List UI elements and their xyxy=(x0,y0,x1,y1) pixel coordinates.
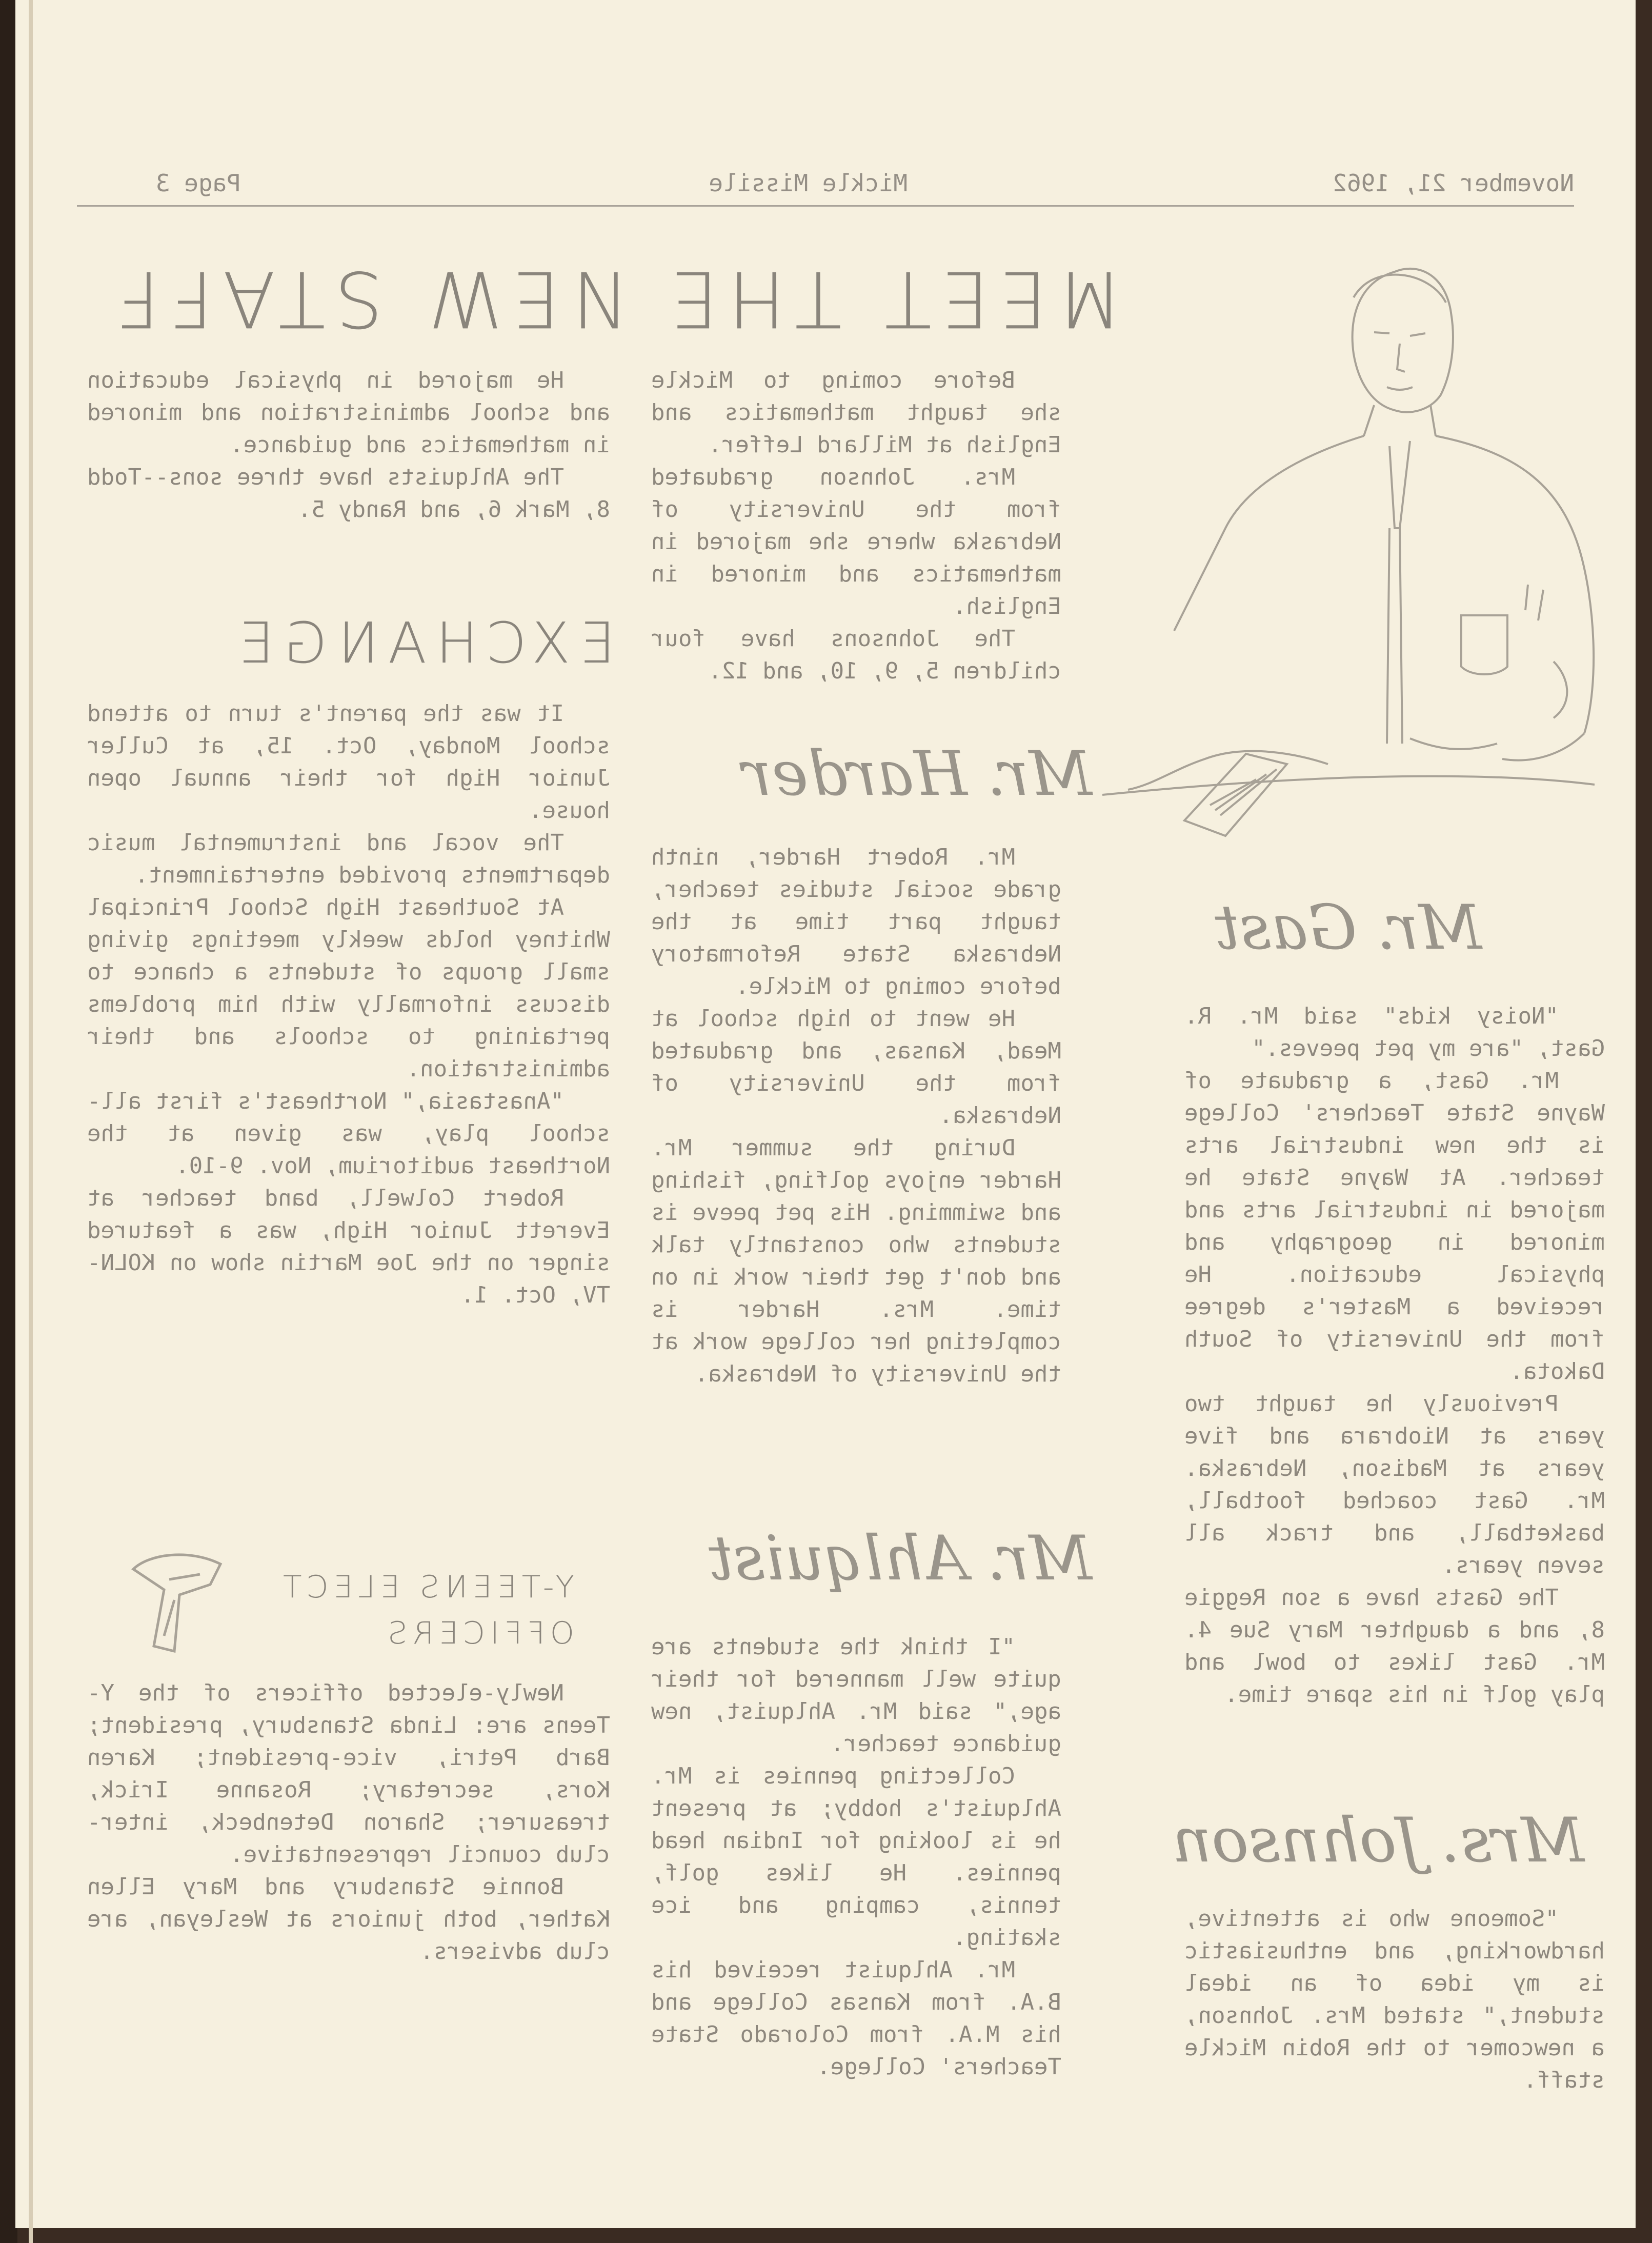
gast-paragraph: Mr. Gast, a graduate of Wayne State Teachers' College is the new industrial arts teacher. At Wayne State he majored in industrial arts and minored in geography and physical education. He received a Master's degree from the University of South Dakota. xyxy=(1184,1068,1605,1385)
harder-paragraph: During the summer Mr. Harder enjoys golfing, fishing and swimming. His pet peeve is students who constantly talk and don't get their work in on time. Mrs. Harder is completing her college work at the University of Nebraska. xyxy=(651,1135,1061,1387)
gast-paragraph: "Noisy kids" said Mr. R. Gast, "are my pet peeves." xyxy=(1184,1003,1605,1062)
ahlquist-article xyxy=(651,1631,1061,2083)
header-page-number: Page 3 xyxy=(155,169,241,197)
binder-edge xyxy=(0,0,17,2243)
header-date: November 21, 1962 xyxy=(1333,169,1574,197)
johnson-paragraph: "Someone who is attentive, hardworking, and enthusiastic is my idea of an ideal student," stated Mrs. Johnson, a newcomer to the Robin Mickle staff. xyxy=(1184,1906,1605,2093)
gast-article xyxy=(1184,1000,1605,1711)
mirrored-content xyxy=(15,0,1636,2228)
yteens-emblem-icon xyxy=(118,1544,251,1661)
harder-title: Mr. Harder xyxy=(742,738,1092,810)
page-header xyxy=(77,169,1574,207)
johnson-paragraph: Before coming to Mickle she taught mathematics and English at Millard Leffer. xyxy=(651,367,1061,458)
exchange-paragraph: "Anastasia," Northeast's first all-school play, was given at the Northeast auditorium, Nov. 9-10. xyxy=(87,1088,610,1179)
teacher-sketch xyxy=(1051,241,1615,887)
ahlquist-title: Mr. Ahlquist xyxy=(709,1523,1092,1594)
yteens-paragraph: Bonnie Stansbury and Mary Ellen Kather, both juniors at Wesleyan, are club advisers. xyxy=(87,1874,610,1965)
johnson-title: Mrs. Johnson xyxy=(1172,1805,1584,1876)
exchange-paragraph: At Southeast High School Principal Whitney holds weekly meetings giving small groups of students a chance to discuss informally with him problems pertaining to schools and their administration. xyxy=(87,894,610,1082)
exchange-paragraph: It was the parent's turn to attend school Monday, Oct. 15, at Culler Junior High for their annual open house. xyxy=(87,700,610,824)
ahlquist-paragraph: He majored in physical education and school administration and minored in mathematics and guidance. xyxy=(87,367,610,458)
harder-paragraph: Mr. Robert Harder, ninth grade social studies teacher, taught part time at the Nebraska State Reformatory before coming to Mickle. xyxy=(651,844,1061,999)
yteens-article xyxy=(87,1677,610,1968)
exchange-paragraph: Robert Colwell, band teacher at Everett Junior High, was a featured singer on the Joe Martin show on KOLN-TV, Oct. 1. xyxy=(87,1185,610,1308)
johnson-article-start xyxy=(1184,1902,1605,2096)
gast-title: Mr. Gast xyxy=(1215,892,1482,964)
exchange-title: EXCHANGE xyxy=(229,610,615,676)
ahlquist-paragraph: Collecting pennies is Mr. Ahlquist's hobby; at present he is looking for Indian head pennies. He likes golf, tennis, camping and ice skating. xyxy=(651,1763,1061,1951)
johnson-article-continued xyxy=(651,364,1061,687)
harder-paragraph: He went to high school at Mead, Kansas, and graduated from the University of Nebraska. xyxy=(651,1006,1061,1129)
johnson-paragraph: The Johnsons have four children 5, 9, 10, and 12. xyxy=(651,626,1061,684)
ahlquist-paragraph: The Ahlquists have three sons--Todd 8, Mark 6, and Randy 5. xyxy=(87,464,610,523)
headline: MEET THE NEW STAFF xyxy=(106,254,1123,343)
ahlquist-article-continued xyxy=(87,364,610,526)
gast-paragraph: Previously he taught two years at Niobrara and five years at Madison, Nebraska. Mr. Gast coached football, basketball, and track all seven years. xyxy=(1184,1391,1605,1578)
gast-paragraph: The Gasts have a son Reggie 8, and a daughter Mary Sue 4. Mr. Gast likes to bowl and play golf in his spare time. xyxy=(1184,1585,1605,1708)
exchange-article xyxy=(87,697,610,1311)
newspaper-page xyxy=(15,0,1636,2228)
johnson-paragraph: Mrs. Johnson graduated from the University of Nebraska where she majored in mathematics and minored in English. xyxy=(651,464,1061,619)
header-paper-name: Mickle Missile xyxy=(709,169,908,197)
harder-article xyxy=(651,841,1061,1390)
exchange-paragraph: The vocal and instrumental music departments provided entertainment. xyxy=(87,830,610,888)
yteens-title-line2: OFFICERS xyxy=(382,1615,574,1651)
yteens-title-line1: Y-TEENS ELECT xyxy=(278,1569,574,1605)
ahlquist-paragraph: Mr. Ahlquist received his B.A. from Kansas College and his M.A. from Colorado State Teachers' College. xyxy=(651,1957,1061,2080)
ahlquist-paragraph: "I think the students are quite well mannered for their age," said Mr. Ahlquist, new guidance teacher. xyxy=(651,1634,1061,1757)
yteens-paragraph: Newly-elected officers of the Y-Teens are: Linda Stansbury, president; Barb Petri, vice-president; Karen Kors, secretary; Rosanne Irick, treasurer; Sharon Detenbeck, inter-club council representative. xyxy=(87,1680,610,1868)
